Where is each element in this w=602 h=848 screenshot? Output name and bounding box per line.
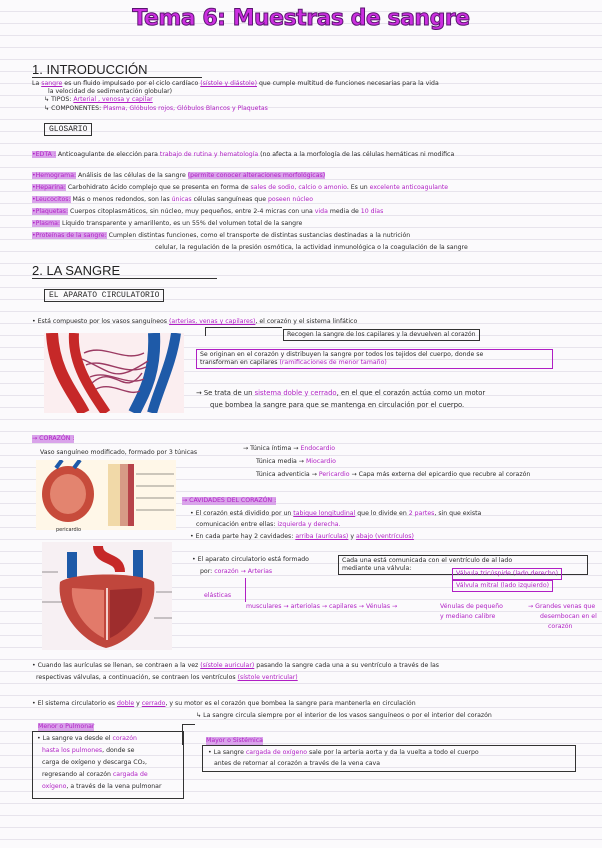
glossary-proteinas: •Proteínas de la sangre: Cumplen distintas funciones, como el transporte de distintas sustancias destinadas a la nutrición (32, 232, 411, 239)
intro-types: ↳ TIPOS: Arterial , venosa y capilar (44, 96, 153, 103)
glossary-edta: •EDTA : Anticoagulante de elección para trabajo de rutina y hematología (no afecta a la morfología de las células hemáticas ni modifica (32, 151, 455, 158)
glossary-leucocitos: •Leucocitos: Más o menos redondos, son las únicas células sanguíneas que poseen núcleo (32, 196, 313, 203)
section-1-heading: 1. INTRODUCCIÓN (32, 62, 148, 77)
intro-line-1: La sangre es un fluido impulsado por el ciclo cardíaco (sístole y diástole) que cumple multitud de funciones necesarias para la vida (32, 80, 439, 87)
sistema-line: → Se trata de un sistema doble y cerrado, en el que el corazón actúa como un motor (196, 389, 486, 397)
cavidades-line-2: comunicación entre ellas: izquierda y derecha. (196, 521, 341, 528)
mayor-label: Mayor o Sistémica (206, 737, 263, 744)
glossary-label: GLOSARIO (44, 123, 92, 136)
circuit-line: musculares → arteriolas → capilares → Vénulas → (246, 603, 398, 610)
venulas-note: Vénulas de pequeño (440, 603, 503, 610)
venulas-note-2: y mediano calibre (440, 613, 496, 620)
vasos-line: • Está compuesto por los vasos sanguíneos (arterias, venas y capilares), el corazón y el sistema linfático (32, 318, 358, 325)
heart-layers-illustration (36, 460, 176, 530)
cavidades-line-3: • En cada parte hay 2 cavidades: arriba (aurículas) y abajo (ventrículos) (190, 533, 414, 540)
menor-line-1: • La sangre va desde el corazón (37, 735, 137, 742)
glossary-proteinas-2: celular, la regulación de la presión osmótica, la actividad inmunológica o la coagulación de la sangre (155, 244, 468, 251)
heading-underline (32, 278, 217, 279)
mayor-line-1: • La sangre cargada de oxígeno sale por la arteria aorta y da la vuelta a todo el cuerpo (208, 749, 479, 756)
valvula-mitral: Válvula mitral (lado izquierdo) (452, 580, 553, 592)
auriculas-line-1: • Cuando las aurículas se llenan, se contraen a la vez (sístole auricular) pasando la sangre cada una a su ventrículo a través de las (32, 662, 439, 669)
glossary-plaquetas: •Plaquetas: Cuerpos citoplasmáticos, sin núcleo, muy pequeños, entre 2-4 micras con una vida media de 10 días (32, 208, 384, 215)
valvulas-box: Cada una está comunicada con el ventrículo de al lado mediante una válvula: (338, 555, 588, 575)
corazon-label: → CORAZÓN : (32, 435, 75, 442)
glossary-plasma: •Plasma: Líquido transparente y amarillento, es un 55% del volumen total de la sangre (32, 220, 303, 227)
aparato-formado: • El aparato circulatorio está formado (192, 556, 309, 563)
aparato-por: por: corazón → Arterias (200, 568, 273, 575)
grandes-venas-2: desembocan en el (540, 613, 597, 620)
page-title: Tema 6: Muestras de sangre (132, 6, 470, 31)
aparato-label: EL APARATO CIRCULATORIO (44, 289, 164, 302)
menor-line-4: regresando al corazón cargada de (42, 771, 148, 778)
sistema-circulatorio-line: • El sistema circulatorio es doble y cerrado, y su motor es el corazón que bombea la sangre para mantenerla en circulación (32, 700, 416, 707)
blood-vessels-illustration (44, 333, 184, 413)
mayor-line-2: antes de retornar al corazón a través de la vena cava (214, 760, 380, 767)
heading-underline (32, 77, 202, 78)
glossary-heparina: •Heparina: Carbohidrato ácido complejo que se presenta en forma de sales de sodio, calcio o amonio. Es un excelente anticoagulante (32, 184, 449, 191)
tunica-intima: → Túnica íntima → Endocardio (243, 445, 336, 452)
sistema-circulatorio-line-2: ↳ La sangre circula siempre por el interior de los vasos sanguíneos o por el interior del corazón (196, 712, 492, 719)
auriculas-line-2: respectivas válvulas, a continuación, se contraen los ventrículos (sístole ventricular) (36, 674, 298, 681)
connector-line (205, 327, 282, 336)
cavidades-label: → CAVIDADES DEL CORAZÓN : (182, 497, 277, 504)
intro-line-2: la velocidad de sedimentación globular) (48, 88, 173, 95)
section-2-heading: 2. LA SANGRE (32, 263, 121, 278)
connector-line (182, 724, 195, 745)
menor-label: Menor o Pulmonar (38, 723, 95, 730)
cavidades-line-1: • El corazón está dividido por un tabique longitudinal que lo divide en 2 partes, sin que exista (190, 510, 482, 517)
heart-illustration (42, 542, 172, 650)
venas-note: Recogen la sangre de los capilares y la devuelven al corazón (283, 329, 480, 341)
tunica-adventicia: Túnica adventicia → Pericardio → Capa más externa del epicardio que recubre al corazón (256, 471, 531, 478)
menor-line-5: oxígeno, a través de la vena pulmonar (42, 783, 162, 790)
sistema-line-2: que bombea la sangre para que se mantenga en circulación por el cuerpo. (210, 401, 465, 409)
valvula-tricuspide: Válvula tricúspide (lado derecho) (452, 568, 562, 580)
menor-line-2: hasta los pulmones, donde se (42, 747, 135, 754)
corazon-vaso: Vaso sanguíneo modificado, formado por 3 túnicas (40, 449, 198, 456)
pericardio-caption: pericardio (56, 527, 82, 533)
intro-components: ↳ COMPONENTES: Plasma, Glóbulos rojos, Glóbulos Blancos y Plaquetas (44, 105, 268, 112)
connector-line (245, 578, 246, 602)
tunica-media: Túnica media → Miocardio (256, 458, 336, 465)
grandes-venas: → Grandes venas que (528, 603, 596, 610)
menor-line-3: carga de oxígeno y descarga CO₂, (42, 759, 147, 766)
elasticas: elásticas (204, 592, 232, 599)
arterias-note: Se originan en el corazón y distribuyen la sangre por todos los tejidos del cuerpo, donde se transforman en capilares (ramificaciones de menor tamaño) (196, 349, 553, 369)
grandes-venas-3: corazón (548, 623, 573, 630)
glossary-hemograma: •Hemograma: Análisis de las células de la sangre (permite conocer alteraciones morfológicas) (32, 172, 326, 179)
